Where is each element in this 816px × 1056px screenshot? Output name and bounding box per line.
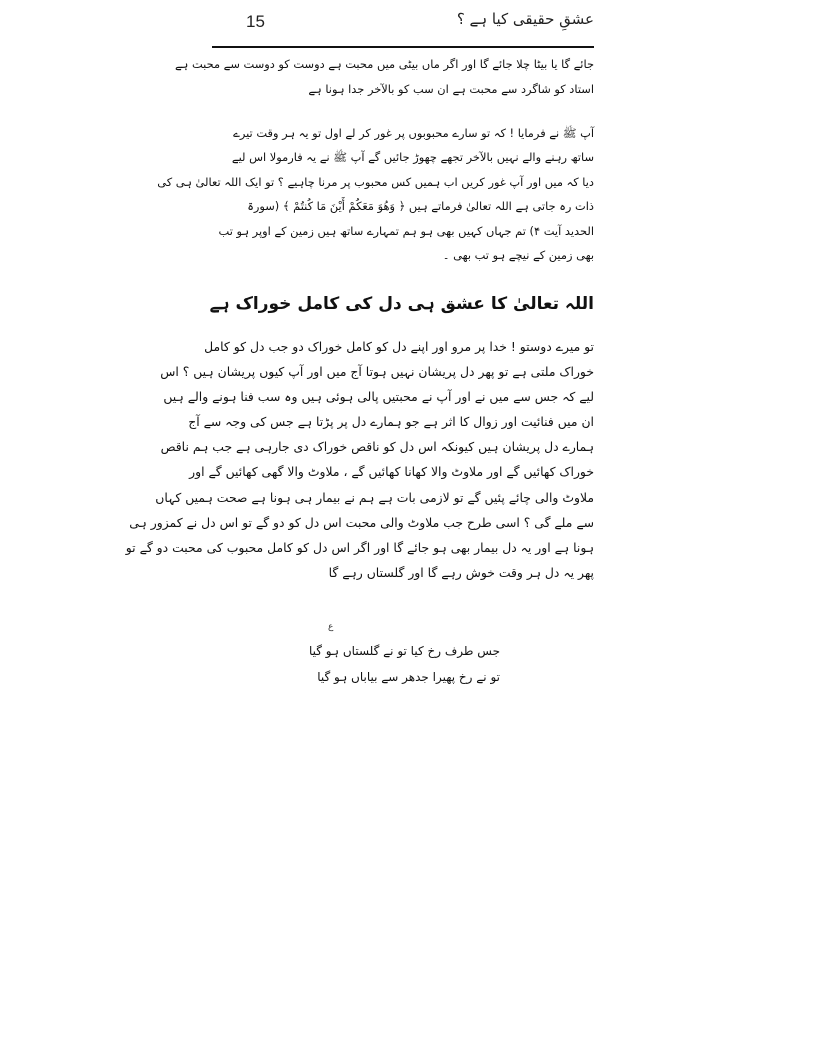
header-divider [212, 46, 594, 48]
page-number: 15 [246, 12, 265, 31]
text-line: ہمارے دل پریشان ہیں کیونکہ اس دل کو ناقص خوراک دی جارہی ہے جب ہم ناقص [160, 439, 594, 455]
text-line: آپ ﷺ نے فرمایا ! کہ تو سارے محبوبوں پر غور کر لے اول تو یہ ہر وقت تیرے [233, 126, 594, 140]
poem-line: جس طرف رخ کیا تو نے گلستاں ہو گیا [309, 644, 500, 658]
text-line: ہونا ہے اور یہ دل بیمار بھی ہو جائے گا اور اگر اس دل کو کامل محبوب کی محبت دو گے تو [125, 539, 594, 555]
text-line: تو میرے دوستو ! خدا پر مرو اور اپنے دل کو کامل خوراک دو جب دل کو کامل [204, 339, 594, 354]
text-line: خوراک ملتی ہے تو پھر دل پریشان نہیں ہوتا آج میں اور آپ کیوں پریشان ہیں ؟ اس [160, 364, 594, 380]
paragraph-1 [175, 52, 594, 101]
text-line: ساتھ رہنے والے نہیں بالآخر تجھے چھوڑ جائیں گے آپ ﷺ نے یہ فارمولا اس لیے [231, 150, 594, 165]
text-line: خوراک کھائیں گے اور ملاوٹ والا کھانا کھائیں گے ، ملاوٹ والا گھی کھائیں گے اور [189, 464, 594, 480]
text-line: بھی زمین کے نیچے ہو تب بھی ۔ [442, 247, 594, 262]
text-line: ذات رہ جاتی ہے اللہ تعالیٰ فرماتے ہیں ﴿ وَهُوَ مَعَكُمْ أَيْنَ مَا كُنتُمْ ﴾ (سورۃ [247, 199, 594, 214]
poem-couplet [300, 638, 500, 690]
text-line: الحدید آیت ۴) تم جہاں کہیں بھی ہو ہم تمہارے ساتھ ہیں زمین کے اوپر ہو تب [218, 223, 594, 238]
text-line: ان میں فنائیت اور زوال کا اثر ہے جو ہمارے دل پر پڑتا ہے جس کی وجہ سے آج [188, 414, 594, 430]
text-line: استاد کو شاگرد سے محبت ہے ان سب کو بالآخر جدا ہونا ہے [308, 81, 594, 96]
text-line: لیے کہ جس سے میں نے اور آپ نے محبتیں پالی ہوئی ہیں وہ سب فنا ہونے والے ہیں [163, 389, 594, 405]
text-line: دیا کہ میں اور آپ غور کریں اب ہمیں کس محبوب پر مرنا چاہیے ؟ تو ایک اللہ تعالیٰ ہی کی [157, 174, 594, 189]
paragraph-3 [125, 334, 594, 585]
page-header [212, 6, 594, 36]
text-line: پھر یہ دل ہر وقت خوش رہے گا اور گلستاں رہے گا [328, 564, 594, 580]
verse-marker: ع [328, 622, 334, 632]
paragraph-2 [157, 121, 594, 267]
text-line: جائے گا یا بیٹا چلا جائے گا اور اگر ماں بیٹی میں محبت ہے دوست کو دوست سے محبت ہے [175, 57, 594, 71]
text-line: سے ملے گی ؟ اسی طرح جب ملاوٹ والی محبت اس دل کو دو گے تو اس دل نے کمزور ہی [129, 514, 594, 530]
running-title: عشقِ حقیقی کیا ہے ؟ [456, 10, 594, 28]
text-line: ملاوٹ والی چائے پئیں گے تو لازمی بات ہے ہم نے بیمار ہی ہونا ہے صحت ہمیں کہاں [155, 489, 594, 505]
section-heading: اللہ تعالیٰ کا عشق ہی دل کی کامل خوراک ہے [209, 294, 594, 314]
poem-line: تو نے رخ پھیرا جدھر سے بیاباں ہو گیا [317, 670, 500, 684]
